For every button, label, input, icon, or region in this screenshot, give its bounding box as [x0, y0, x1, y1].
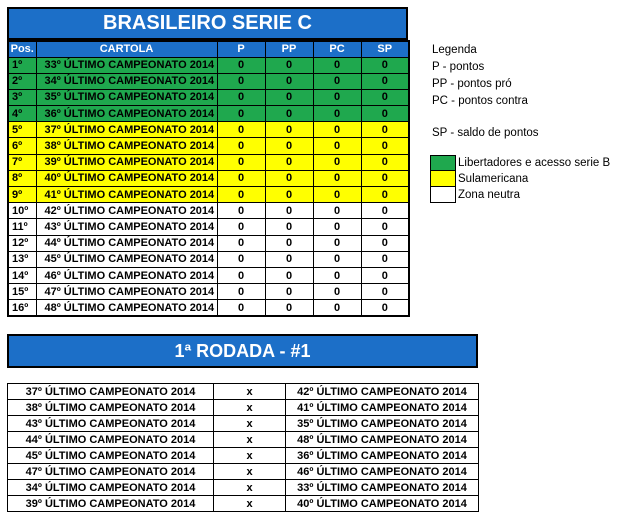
- point-balance-cell[interactable]: 0: [361, 57, 409, 73]
- team-cell[interactable]: 44º ÚLTIMO CAMPEONATO 2014: [36, 235, 217, 251]
- versus-cell[interactable]: x: [214, 416, 286, 432]
- position-cell[interactable]: 14º: [8, 267, 36, 283]
- standings-table: [7, 40, 410, 317]
- points-against-cell[interactable]: 0: [313, 251, 361, 267]
- points-against-cell[interactable]: 0: [313, 235, 361, 251]
- position-cell[interactable]: 16º: [8, 300, 36, 316]
- matches-table: [7, 383, 479, 512]
- zone-swatch-green: [430, 155, 456, 171]
- zone-label: Zona neutra: [458, 189, 521, 201]
- legend-item-sp: SP - saldo de pontos: [432, 127, 539, 139]
- points-cell[interactable]: 0: [217, 89, 265, 105]
- team-cell[interactable]: 39º ÚLTIMO CAMPEONATO 2014: [36, 154, 217, 170]
- points-cell[interactable]: 0: [217, 300, 265, 316]
- points-for-cell[interactable]: 0: [265, 106, 313, 122]
- points-cell[interactable]: 0: [217, 284, 265, 300]
- points-cell[interactable]: 0: [217, 235, 265, 251]
- standings-row: [8, 203, 409, 219]
- standings-row: [8, 138, 409, 154]
- standings-row: [8, 57, 409, 73]
- away-team-cell[interactable]: 40º ÚLTIMO CAMPEONATO 2014: [286, 496, 479, 512]
- standings-row: [8, 170, 409, 186]
- home-team-cell[interactable]: 38º ÚLTIMO CAMPEONATO 2014: [8, 400, 214, 416]
- versus-cell[interactable]: x: [214, 448, 286, 464]
- standings-row: [8, 267, 409, 283]
- points-for-cell[interactable]: 0: [265, 122, 313, 138]
- point-balance-cell[interactable]: 0: [361, 154, 409, 170]
- point-balance-cell[interactable]: 0: [361, 267, 409, 283]
- home-team-cell[interactable]: 37º ÚLTIMO CAMPEONATO 2014: [8, 384, 214, 400]
- points-against-cell[interactable]: 0: [313, 187, 361, 203]
- points-cell[interactable]: 0: [217, 251, 265, 267]
- point-balance-cell[interactable]: 0: [361, 203, 409, 219]
- position-cell[interactable]: 9º: [8, 187, 36, 203]
- position-cell[interactable]: 6º: [8, 138, 36, 154]
- team-cell[interactable]: 33º ÚLTIMO CAMPEONATO 2014: [36, 57, 217, 73]
- standings-row: [8, 106, 409, 122]
- header-team[interactable]: CARTOLA: [36, 41, 217, 57]
- position-cell[interactable]: 10º: [8, 203, 36, 219]
- away-team-cell[interactable]: 48º ÚLTIMO CAMPEONATO 2014: [286, 432, 479, 448]
- point-balance-cell[interactable]: 0: [361, 73, 409, 89]
- zone-legend-neutral: [430, 187, 620, 203]
- header-pos[interactable]: Pos.: [8, 41, 36, 57]
- standings-row: [8, 251, 409, 267]
- home-team-cell[interactable]: 44º ÚLTIMO CAMPEONATO 2014: [8, 432, 214, 448]
- team-cell[interactable]: 41º ÚLTIMO CAMPEONATO 2014: [36, 187, 217, 203]
- match-row: [8, 384, 479, 400]
- zone-legend-yellow: [430, 171, 620, 187]
- match-row: [8, 448, 479, 464]
- team-cell[interactable]: 34º ÚLTIMO CAMPEONATO 2014: [36, 73, 217, 89]
- points-against-cell[interactable]: 0: [313, 170, 361, 186]
- points-for-cell[interactable]: 0: [265, 138, 313, 154]
- standings-row: [8, 122, 409, 138]
- position-cell[interactable]: 5º: [8, 122, 36, 138]
- home-team-cell[interactable]: 47º ÚLTIMO CAMPEONATO 2014: [8, 464, 214, 480]
- points-cell[interactable]: 0: [217, 122, 265, 138]
- versus-cell[interactable]: x: [214, 496, 286, 512]
- zone-label: Sulamericana: [458, 173, 529, 185]
- points-cell[interactable]: 0: [217, 154, 265, 170]
- position-cell[interactable]: 12º: [8, 235, 36, 251]
- standings-header-row: [8, 41, 409, 57]
- away-team-cell[interactable]: 33º ÚLTIMO CAMPEONATO 2014: [286, 480, 479, 496]
- home-team-cell[interactable]: 39º ÚLTIMO CAMPEONATO 2014: [8, 496, 214, 512]
- standings-row: [8, 219, 409, 235]
- standings-row: [8, 73, 409, 89]
- points-for-cell[interactable]: 0: [265, 89, 313, 105]
- match-row: [8, 416, 479, 432]
- points-against-cell[interactable]: 0: [313, 284, 361, 300]
- match-row: [8, 400, 479, 416]
- points-for-cell[interactable]: 0: [265, 187, 313, 203]
- points-for-cell[interactable]: 0: [265, 73, 313, 89]
- team-cell[interactable]: 46º ÚLTIMO CAMPEONATO 2014: [36, 267, 217, 283]
- points-cell[interactable]: 0: [217, 203, 265, 219]
- point-balance-cell[interactable]: 0: [361, 251, 409, 267]
- points-for-cell[interactable]: 0: [265, 235, 313, 251]
- points-for-cell[interactable]: 0: [265, 170, 313, 186]
- points-for-cell[interactable]: 0: [265, 267, 313, 283]
- match-row: [8, 432, 479, 448]
- point-balance-cell[interactable]: 0: [361, 106, 409, 122]
- versus-cell[interactable]: x: [214, 480, 286, 496]
- position-cell[interactable]: 7º: [8, 154, 36, 170]
- point-balance-cell[interactable]: 0: [361, 300, 409, 316]
- position-cell[interactable]: 1º: [8, 57, 36, 73]
- match-row: [8, 480, 479, 496]
- away-team-cell[interactable]: 36º ÚLTIMO CAMPEONATO 2014: [286, 448, 479, 464]
- points-against-cell[interactable]: 0: [313, 138, 361, 154]
- points-against-cell[interactable]: 0: [313, 154, 361, 170]
- position-cell[interactable]: 3º: [8, 89, 36, 105]
- points-cell[interactable]: 0: [217, 267, 265, 283]
- points-for-cell[interactable]: 0: [265, 57, 313, 73]
- position-cell[interactable]: 2º: [8, 73, 36, 89]
- standings-row: [8, 235, 409, 251]
- versus-cell[interactable]: x: [214, 464, 286, 480]
- standings-row: [8, 300, 409, 316]
- point-balance-cell[interactable]: 0: [361, 219, 409, 235]
- position-cell[interactable]: 4º: [8, 106, 36, 122]
- point-balance-cell[interactable]: 0: [361, 170, 409, 186]
- round-title: 1ª RODADA - #1: [7, 334, 478, 368]
- points-for-cell[interactable]: 0: [265, 219, 313, 235]
- point-balance-cell[interactable]: 0: [361, 122, 409, 138]
- legend-item-pp: PP - pontos pró: [432, 78, 512, 90]
- point-balance-cell[interactable]: 0: [361, 187, 409, 203]
- home-team-cell[interactable]: 34º ÚLTIMO CAMPEONATO 2014: [8, 480, 214, 496]
- header-points[interactable]: P: [217, 41, 265, 57]
- zone-legend-green: [430, 155, 620, 171]
- away-team-cell[interactable]: 41º ÚLTIMO CAMPEONATO 2014: [286, 400, 479, 416]
- standings-row: [8, 89, 409, 105]
- points-against-cell[interactable]: 0: [313, 89, 361, 105]
- point-balance-cell[interactable]: 0: [361, 284, 409, 300]
- points-against-cell[interactable]: 0: [313, 57, 361, 73]
- home-team-cell[interactable]: 45º ÚLTIMO CAMPEONATO 2014: [8, 448, 214, 464]
- points-cell[interactable]: 0: [217, 219, 265, 235]
- away-team-cell[interactable]: 35º ÚLTIMO CAMPEONATO 2014: [286, 416, 479, 432]
- position-cell[interactable]: 13º: [8, 251, 36, 267]
- versus-cell[interactable]: x: [214, 384, 286, 400]
- points-cell[interactable]: 0: [217, 106, 265, 122]
- versus-cell[interactable]: x: [214, 400, 286, 416]
- points-cell[interactable]: 0: [217, 187, 265, 203]
- home-team-cell[interactable]: 43º ÚLTIMO CAMPEONATO 2014: [8, 416, 214, 432]
- zone-legend: [430, 155, 620, 203]
- team-cell[interactable]: 38º ÚLTIMO CAMPEONATO 2014: [36, 138, 217, 154]
- points-cell[interactable]: 0: [217, 73, 265, 89]
- points-cell[interactable]: 0: [217, 57, 265, 73]
- team-cell[interactable]: 47º ÚLTIMO CAMPEONATO 2014: [36, 284, 217, 300]
- points-against-cell[interactable]: 0: [313, 267, 361, 283]
- team-cell[interactable]: 40º ÚLTIMO CAMPEONATO 2014: [36, 170, 217, 186]
- standings-title: BRASILEIRO SERIE C: [7, 7, 408, 40]
- team-cell[interactable]: 36º ÚLTIMO CAMPEONATO 2014: [36, 106, 217, 122]
- standings-row: [8, 187, 409, 203]
- points-for-cell[interactable]: 0: [265, 251, 313, 267]
- team-cell[interactable]: 43º ÚLTIMO CAMPEONATO 2014: [36, 219, 217, 235]
- points-against-cell[interactable]: 0: [313, 73, 361, 89]
- legend: [432, 42, 637, 142]
- zone-label: Libertadores e acesso serie B: [458, 157, 611, 169]
- team-cell[interactable]: 45º ÚLTIMO CAMPEONATO 2014: [36, 251, 217, 267]
- position-cell[interactable]: 11º: [8, 219, 36, 235]
- match-row: [8, 496, 479, 512]
- points-against-cell[interactable]: 0: [313, 122, 361, 138]
- point-balance-cell[interactable]: 0: [361, 138, 409, 154]
- legend-title: Legenda: [432, 44, 477, 56]
- points-against-cell[interactable]: 0: [313, 106, 361, 122]
- away-team-cell[interactable]: 42º ÚLTIMO CAMPEONATO 2014: [286, 384, 479, 400]
- position-cell[interactable]: 8º: [8, 170, 36, 186]
- legend-item-p: P - pontos: [432, 61, 485, 73]
- points-for-cell[interactable]: 0: [265, 300, 313, 316]
- points-cell[interactable]: 0: [217, 170, 265, 186]
- points-cell[interactable]: 0: [217, 138, 265, 154]
- match-row: [8, 464, 479, 480]
- position-cell[interactable]: 15º: [8, 284, 36, 300]
- header-point-balance[interactable]: SP: [361, 41, 409, 57]
- team-cell[interactable]: 48º ÚLTIMO CAMPEONATO 2014: [36, 300, 217, 316]
- standings-row: [8, 154, 409, 170]
- points-for-cell[interactable]: 0: [265, 284, 313, 300]
- legend-item-pc: PC - pontos contra: [432, 95, 528, 107]
- team-cell[interactable]: 35º ÚLTIMO CAMPEONATO 2014: [36, 89, 217, 105]
- team-cell[interactable]: 42º ÚLTIMO CAMPEONATO 2014: [36, 203, 217, 219]
- points-against-cell[interactable]: 0: [313, 300, 361, 316]
- points-for-cell[interactable]: 0: [265, 154, 313, 170]
- zone-swatch-neutral: [430, 187, 456, 203]
- point-balance-cell[interactable]: 0: [361, 89, 409, 105]
- points-against-cell[interactable]: 0: [313, 203, 361, 219]
- zone-swatch-yellow: [430, 171, 456, 187]
- header-points-for[interactable]: PP: [265, 41, 313, 57]
- versus-cell[interactable]: x: [214, 432, 286, 448]
- header-points-against[interactable]: PC: [313, 41, 361, 57]
- away-team-cell[interactable]: 46º ÚLTIMO CAMPEONATO 2014: [286, 464, 479, 480]
- point-balance-cell[interactable]: 0: [361, 235, 409, 251]
- standings-row: [8, 284, 409, 300]
- team-cell[interactable]: 37º ÚLTIMO CAMPEONATO 2014: [36, 122, 217, 138]
- points-against-cell[interactable]: 0: [313, 219, 361, 235]
- points-for-cell[interactable]: 0: [265, 203, 313, 219]
